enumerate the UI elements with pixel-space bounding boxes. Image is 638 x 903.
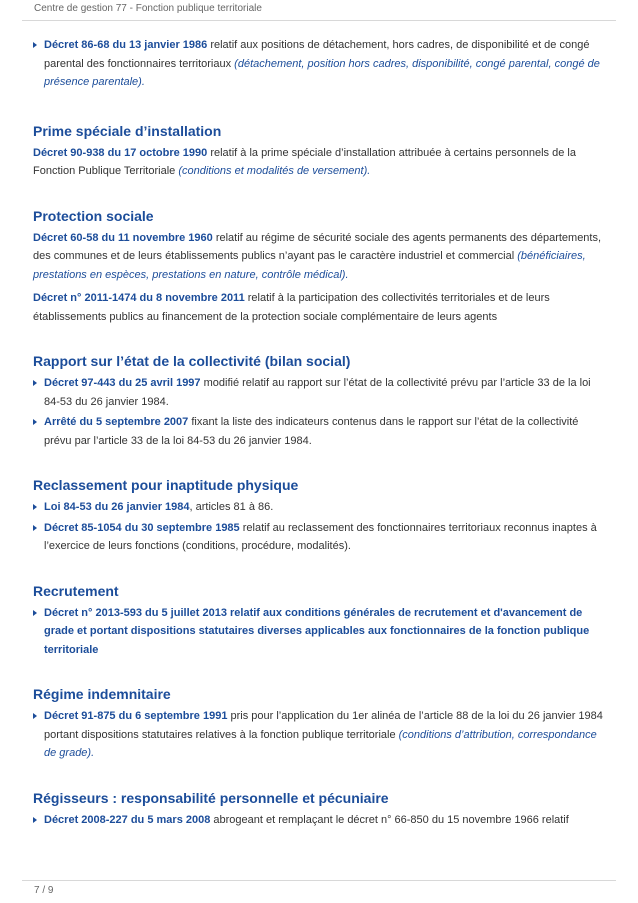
decree-description: relatif au régime de sécurité sociale des agents permanents des départements, des communes et de leurs établissements publics n’ayant pas le caractère industriel et commercial [33, 231, 602, 262]
paragraph [33, 144, 608, 181]
decree-reference[interactable]: Décret n° 2013-593 du 5 juillet 2013 relatif aux conditions générales de recrutement et d'avancement de grade et portant dispositions statutaires diverses applicables aux fonctionnaires de la fonction publique territoriale [44, 606, 590, 656]
list-item [33, 519, 608, 556]
decree-description: abrogeant et remplaçant le décret n° 66-850 du 15 novembre 1966 relatif [210, 813, 569, 826]
bullet-arrow-icon [33, 504, 37, 510]
decree-description: relatif aux positions de détachement, hors cadres, de disponibilité et de congé parental des fonctionnaires territoriaux [44, 39, 590, 70]
document-content [33, 36, 608, 829]
page-number: 7 / 9 [34, 885, 54, 896]
bullet-arrow-icon [33, 713, 37, 719]
decree-description: modifié relatif au rapport sur l’état de la collectivité prévu par l’article 33 de la loi 84-53 du 26 janvier 1984. [44, 377, 591, 408]
bullet-arrow-icon [33, 419, 37, 425]
list-item [33, 413, 608, 450]
decree-description: pris pour l’application du 1er alinéa de l’article 88 de la loi du 26 janvier 1984 portant dispositions statutaires relatives à la fonction publique territoriale [44, 710, 603, 741]
decree-reference[interactable]: Décret 86-68 du 13 janvier 1986 [44, 39, 208, 51]
decree-description: relatif à la prime spéciale d’installation attribuée à certains personnels de la Fonction Publique Territoriale [33, 146, 576, 177]
section-heading-protection: Protection sociale [33, 207, 154, 224]
bullet-arrow-icon [33, 817, 37, 823]
decree-reference[interactable]: Décret 90-938 du 17 octobre 1990 [33, 146, 208, 159]
decree-note: (conditions et modalités de versement). [178, 165, 371, 177]
decree-reference[interactable]: Décret 91-875 du 6 septembre 1991 [44, 710, 228, 722]
decree-reference[interactable]: Décret 85-1054 du 30 septembre 1985 [44, 521, 240, 534]
list-item [33, 498, 608, 517]
list-item [33, 36, 608, 92]
bullet-arrow-icon [33, 610, 37, 616]
bullet-arrow-icon [33, 380, 37, 386]
decree-reference[interactable]: Arrêté du 5 septembre 2007 [44, 416, 189, 428]
decree-description: fixant la liste des indicateurs contenus dans le rapport sur l’état de la collectivité prévu par l’article 33 de la loi 84-53 du 26 janvier 1984. [44, 416, 579, 447]
decree-note: (bénéficiaires, prestations en espèces, prestations en nature, contrôle médical). [33, 250, 586, 281]
paragraph [33, 229, 608, 285]
decree-reference[interactable]: Décret 97-443 du 25 avril 1997 [44, 377, 201, 389]
decree-description: relatif à la participation des collectivités territoriales et de leurs établissements publics au financement de la protection sociale complémentaire de leurs agents [33, 292, 550, 323]
paragraph [33, 289, 608, 326]
list-item [33, 811, 608, 830]
law-articles: , articles 81 à 86. [189, 501, 274, 513]
decree-note: (détachement, position hors cadres, disponibilité, congé parental, congé de présence parentale). [44, 57, 600, 88]
bullet-arrow-icon [33, 42, 37, 48]
decree-reference[interactable]: Décret 60-58 du 11 novembre 1960 [33, 231, 213, 244]
list-item [33, 374, 608, 411]
section-heading-recrutement: Recrutement [33, 582, 119, 599]
section-heading-regime: Régime indemnitaire [33, 686, 171, 702]
header-divider [22, 20, 616, 21]
page-header-title: Centre de gestion 77 - Fonction publique territoriale [34, 3, 262, 14]
section-heading-reclassement: Reclassement pour inaptitude physique [33, 477, 299, 493]
decree-reference[interactable]: Décret 2008-227 du 5 mars 2008 [44, 813, 211, 826]
decree-reference[interactable]: Décret n° 2011-1474 du 8 novembre 2011 [33, 292, 245, 304]
section-heading-prime: Prime spéciale d’installation [33, 122, 222, 139]
bullet-arrow-icon [33, 525, 37, 531]
list-item [33, 604, 608, 660]
law-reference[interactable]: Loi 84-53 du 26 janvier 1984 [44, 501, 190, 513]
section-heading-rapport: Rapport sur l’état de la collectivité (bilan social) [33, 353, 351, 369]
decree-description: relatif au reclassement des fonctionnaires territoriaux reconnus inaptes à l’exercice de leurs fonctions (conditions, procédure, modalités). [44, 521, 597, 552]
footer-divider [22, 880, 616, 881]
decree-note: (conditions d’attribution, correspondance de grade). [44, 728, 597, 759]
section-heading-regisseurs: Régisseurs : responsabilité personnelle et pécuniaire [33, 789, 389, 806]
list-item [33, 707, 608, 763]
